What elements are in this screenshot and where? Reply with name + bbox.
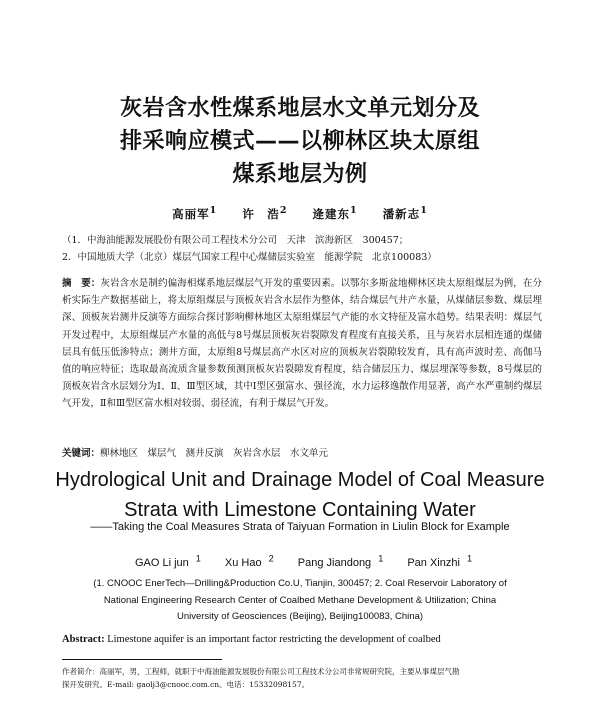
author-footnote (62, 665, 542, 691)
author: 逄建东$^1$ (312, 205, 358, 221)
chinese-title-line: 排采响应模式——以柳林区块太原组 (119, 129, 480, 154)
keywords-text: 柳林地区 煤层气 测井反演 灰岩含水层 水文单元 (100, 448, 329, 459)
chinese-keywords (62, 445, 542, 462)
english-abstract (62, 634, 542, 645)
abstract-label: Abstract: (62, 634, 105, 645)
author: Xu Hao $^2$ (224, 553, 274, 569)
author: 许 浩$^2$ (242, 205, 288, 221)
abstract-text: 灰岩含水是制约偏海相煤系地层煤层气开发的重要因素。以鄂尔多斯盆地柳林区块太原组煤层为例，在分析实际生产数据基础上，将太原组煤层与顶板灰岩含水层作为整体，结合煤层气井产水量，从煤储层参数、煤层埋深、顶板灰岩测井反演等方面综合探讨影响柳林地区太原组煤层气产能的水文特征及富水趋势。结果表明：煤层气开发过程中，太原组煤层产水量的高低与8号煤层顶板灰岩裂隙发育程度有直接关系，且与灰岩水层相连通的煤储层具有低压低渗特点；测井方面，太原组8号煤层高产水区对应的顶板灰岩裂隙较发育，具有高声波时差、高伽马值的响应特征；选取最高流质含量参数预测顶板灰岩裂隙发育程度，结合储层压力、煤层埋深等参数，8号煤层的顶板灰岩含水层划分为Ⅰ、Ⅱ、Ⅲ型区域，其中Ⅰ型区强富水、强径流，水力运移逸散作用显著，高产水严重制约煤层气开发，Ⅱ和Ⅲ型区富水相对较弱、弱径流，有利于煤层气开发。 (62, 278, 542, 410)
footnote-line: 作者简介：高丽军，男，工程师，就职于中海油能源发展股份有限公司工程技术分公司非常规研究院，主要从事煤层气勘 (62, 667, 460, 676)
abstract-text: Limestone aquifer is an important factor restricting the development of coalbed (107, 634, 441, 645)
chinese-abstract (62, 275, 542, 413)
chinese-affiliations (62, 232, 542, 266)
author: Pang Jiandong $^1$ (297, 553, 384, 569)
english-authors (0, 553, 600, 569)
affiliation-line: 2．中国地质大学（北京）煤层气国家工程中心煤储层实验室 能源学院 北京100083） (62, 252, 437, 263)
abstract-label: 摘 要： (62, 278, 101, 289)
english-title (30, 465, 570, 525)
footnote-line: 探开发研究。E-mail: gaolj3@cnooc.com.cn。电话：15332098157。 (62, 680, 310, 689)
english-subtitle: ——Taking the Coal Measures Strata of Taiyuan Formation in Liulin Block for Example (90, 521, 510, 533)
chinese-authors (0, 205, 600, 222)
chinese-title-line: 煤系地层为例 (232, 162, 368, 187)
english-affiliations (60, 576, 540, 626)
author: 潘新志$^1$ (382, 205, 428, 221)
author: GAO Li jun $^1$ (134, 553, 201, 569)
affiliation-line: University of Geosciences (Beijing), Beijing100083, China) (176, 611, 424, 622)
author: Pan Xinzhi $^1$ (407, 553, 473, 569)
keywords-label: 关键词： (62, 448, 101, 459)
author: 高丽军$^1$ (172, 205, 218, 221)
chinese-title-line: 灰岩含水性煤系地层水文单元划分及 (119, 96, 480, 121)
chinese-title (40, 92, 560, 191)
footnote-divider (62, 659, 222, 660)
affiliation-line: (1. CNOOC EnerTech—Drilling&Production Co.U, Tianjin, 300457; 2. Coal Reservoir Laboratory of (93, 578, 507, 589)
affiliation-line: National Engineering Research Center of Coalbed Methane Development & Utilization; China (103, 594, 497, 606)
english-title-line: Hydrological Unit and Drainage Model of Coal Measure (55, 469, 545, 491)
affiliation-line: （1．中海油能源发展股份有限公司工程技术分公司 天津 滨海新区 300457； (62, 235, 409, 246)
english-title-line: Strata with Limestone Containing Water (124, 499, 476, 521)
